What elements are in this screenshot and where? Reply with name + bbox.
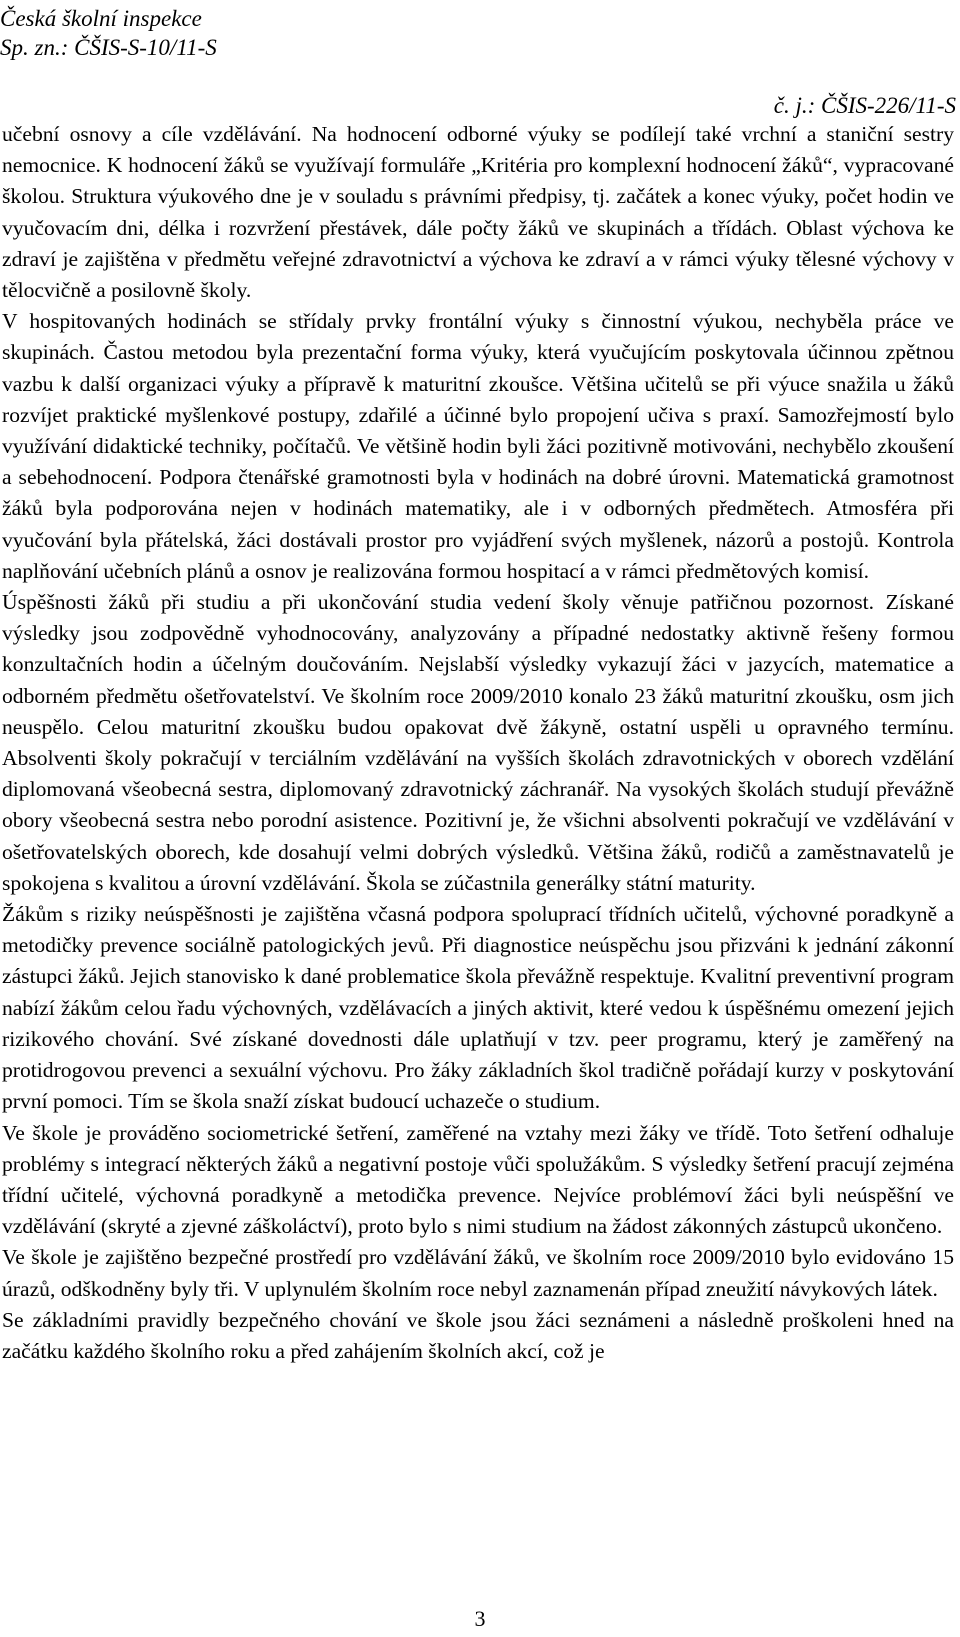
paragraph-sociometric-survey: Ve škole je prováděno sociometrické šetření, zaměřené na vztahy mezi žáky ve třídě. Toto šetření odhaluje problémy s integrací některých žáků a negativní postoje vůči spolužákům. S výsledky šetření pracují zejména třídní učitelé, výchovná poradkyně a metodička prevence. Nejvíce problémoví žáci byli neúspěšní ve vzdělávání (skryté a zjevné záškoláctví), proto bylo s nimi studium na žádost zákonných zástupců ukončeno. <box>2 1120 954 1239</box>
paragraph-safety: Ve škole je zajištěno bezpečné prostředí pro vzdělávání žáků, ve školním roce 2009/2010 bylo evidováno 15 úrazů, odškodněny byly tři. V uplynulém školním roce nebyl zaznamenán případ zneužití návykových látek. <box>2 1245 954 1301</box>
paragraph-safety-rules: Se základními pravidly bezpečného chování ve škole jsou žáci seznámeni a následně proškoleni hned na začátku každého školního roku a před zahájením školních akcí, což je <box>2 1307 954 1363</box>
paragraph-curriculum: učební osnovy a cíle vzdělávání. Na hodnocení odborné výuky se podílejí také vrchní a staniční sestry nemocnice. K hodnocení žáků se využívají formuláře „Kritéria pro komplexní hodnocení žáků“, vypracované školou. Struktura výukového dne je v souladu s právními předpisy, tj. začátek a konec výuky, počet hodin ve vyučovacím dni, délka i rozvržení přestávek, dále počty žáků ve skupinách a třídách. Oblast výchova ke zdraví je zajištěna v předmětu veřejné zdravotnictví a výchova ke zdraví a v rámci výuky tělesné výchovy v tělocvičně a posilovně školy. <box>2 122 954 303</box>
paragraph-teaching-methods: V hospitovaných hodinách se střídaly prvky frontální výuky s činnostní výukou, nechyběla práce ve skupinách. Častou metodou byla prezentační forma výuky, která vyučujícím poskytovala účinnou zpětnou vazbu k další organizaci výuky a přípravě k maturitní zkoušce. Většina učitelů se při výuce snažila u žáků rozvíjet praktické myšlenkové postupy, zdařilé a účinné bylo propojení učiva s praxí. Samozřejmostí bylo využívání didaktické techniky, počítačů. Ve většině hodin byli žáci pozitivně motivováni, nechybělo zkoušení a sebehodnocení. Podpora čtenářské gramotnosti byla v hodinách na dobré úrovni. Matematická gramotnost žáků byla podporována nejen v hodinách matematiky, ale i v odborných předmětech. Atmosféra při vyučování byla přátelská, žáci dostávali prostor pro vyjádření svých myšlenek, názorů a postojů. Kontrola naplňování učebních plánů a osnov je realizována formou hospitací a v rámci předmětových komisí. <box>2 309 954 583</box>
document-body <box>2 119 954 1367</box>
file-number: Sp. zn.: ČŠIS-S-10/11-S <box>0 35 217 60</box>
organization-name: Česká školní inspekce <box>0 6 202 31</box>
paragraph-risk-support: Žákům s riziky neúspěšnosti je zajištěna včasná podpora spoluprací třídních učitelů, výchovné poradkyně a metodičky prevence sociálně patologických jevů. Při diagnostice neúspěchu jsou přizváni k jednání zákonní zástupci žáků. Jejich stanovisko k dané problematice škola převážně respektuje. Kvalitní preventivní program nabízí žákům celou řadu výchovných, vzdělávacích a jiných aktivit, které vedou k úspěšnému omezení jejich rizikového chování. Své získané dovednosti dále uplatňují v tzv. peer programu, který je zaměřený na protidrogovou prevenci a sexuální výchovu. Pro žáky základních škol tradičně pořádají kurzy v poskytování první pomoci. Tím se škola snaží získat budoucí uchazeče o studium. <box>2 902 954 1114</box>
document-header <box>0 4 217 62</box>
reference-number: č. j.: ČŠIS-226/11-S <box>773 93 956 118</box>
paragraph-student-success: Úspěšnosti žáků při studiu a při ukončování studia vedení školy věnuje patřičnou pozornost. Získané výsledky jsou zodpovědně vyhodnocovány, analyzovány a případné nedostatky aktivně řešeny formou konzultačních hodin a účelným doučováním. Nejslabší výsledky vykazují žáci v jazycích, matematice a odborném předmětu ošetřovatelství. Ve školním roce 2009/2010 konalo 23 žáků maturitní zkoušku, osm jich neuspělo. Celou maturitní zkoušku budou opakovat dvě žákyně, ostatní uspěli u opravného termínu. Absolventi školy pokračují v terciálním vzdělávání na vyšších školách zdravotnických v oborech vzdělání diplomovaná všeobecná sestra, diplomovaný zdravotnický záchranář. Na vysokých školách studují převážně obory všeobecná sestra nebo porodní asistence. Pozitivní je, že všichni absolventi pokračují ve vzdělávání v ošetřovatelských oborech, kde dosahují velmi dobrých výsledků. Většina žáků, rodičů a zaměstnavatelů je spokojena s kvalitou a úrovní vzdělávání. Škola se zúčastnila generálky státní maturity. <box>2 590 954 895</box>
page-number: 3 <box>474 1606 486 1631</box>
